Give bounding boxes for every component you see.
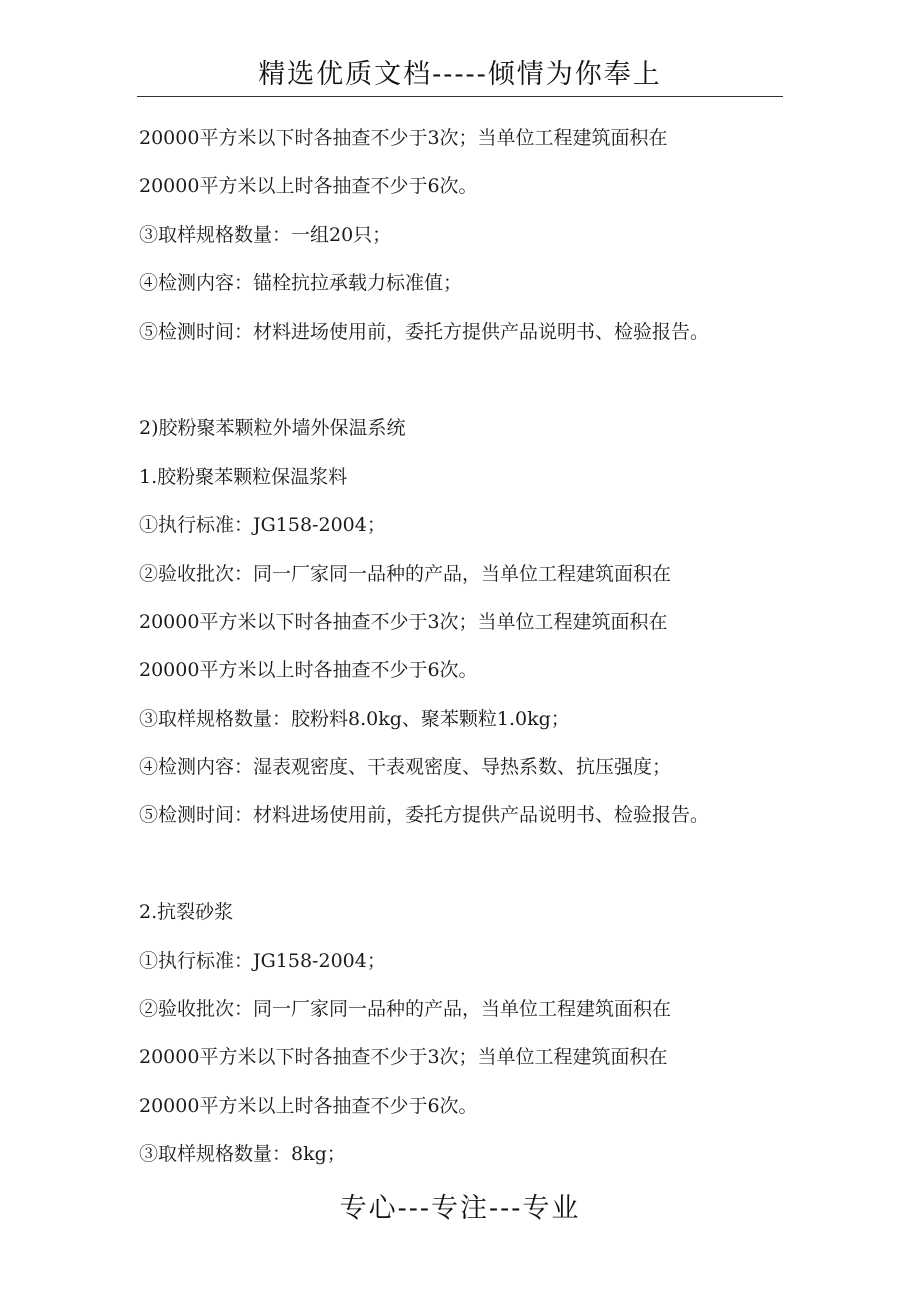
text-line: ③取样规格数量：8kg； [139, 1143, 346, 1166]
text-line: 20000平方米以上时各抽查不少于6次。 [139, 1094, 478, 1117]
text-line: 20000平方米以上时各抽查不少于6次。 [139, 659, 478, 682]
text-line: ⑤检测时间：材料进场使用前，委托方提供产品说明书、检验报告。 [139, 320, 710, 343]
section-heading: 2)胶粉聚苯颗粒外墙外保温系统 [139, 417, 406, 440]
header-divider [137, 96, 783, 97]
paragraph-gap [139, 356, 799, 404]
text-line: 20000平方米以下时各抽查不少于3次；当单位工程建筑面积在 [139, 127, 668, 149]
subsection-heading: 1.胶粉聚苯颗粒保温浆料 [139, 465, 348, 488]
text-line: ③取样规格数量：一组20只； [139, 223, 392, 246]
text-line: 20000平方米以上时各抽查不少于6次。 [139, 175, 478, 198]
text-line: ③取样规格数量：胶粉料8.0kg、聚苯颗粒1.0kg； [139, 707, 570, 730]
text-line: ②验收批次：同一厂家同一品种的产品，当单位工程建筑面积在 [139, 562, 672, 585]
page-footer: 专心---专注---专业 [339, 1193, 581, 1224]
text-line: ②验收批次：同一厂家同一品种的产品，当单位工程建筑面积在 [139, 998, 672, 1021]
text-line: ④检测内容：锚栓抗拉承载力标准值； [139, 272, 463, 295]
paragraph-gap [139, 840, 799, 888]
text-line: ①执行标准：JG158-2004； [139, 949, 386, 972]
text-line: ④检测内容：湿表观密度、干表观密度、导热系数、抗压强度； [139, 756, 672, 779]
page-header-title: 精选优质文档-----倾情为你奉上 [258, 59, 662, 90]
subsection-heading: 2.抗裂砂浆 [139, 901, 234, 924]
text-line: ①执行标准：JG158-2004； [139, 514, 386, 537]
text-line: ⑤检测时间：材料进场使用前，委托方提供产品说明书、检验报告。 [139, 804, 710, 827]
document-body [139, 114, 799, 1179]
text-line: 20000平方米以下时各抽查不少于3次；当单位工程建筑面积在 [139, 610, 668, 633]
text-line: 20000平方米以下时各抽查不少于3次；当单位工程建筑面积在 [139, 1046, 668, 1069]
